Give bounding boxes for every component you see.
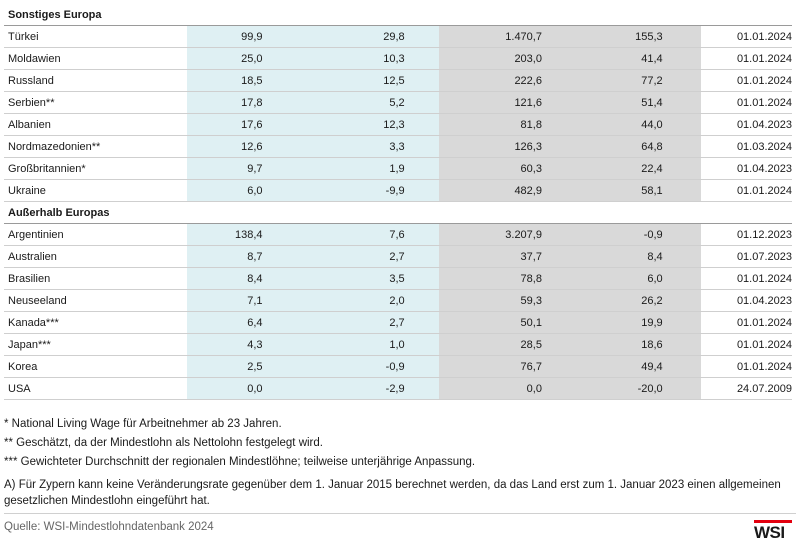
country-cell: Neuseeland (4, 290, 187, 312)
value-cell: 155,3 (548, 26, 701, 48)
value-cell: 8,4 (548, 246, 701, 268)
source-text: Quelle: WSI-Mindestlohndatenbank 2024 (4, 521, 214, 533)
table-row (4, 92, 792, 114)
table-row (4, 290, 792, 312)
date-cell: 01.01.2024 (701, 26, 792, 48)
value-cell: 12,5 (269, 70, 439, 92)
table-row (4, 268, 792, 290)
value-cell: 2,5 (187, 356, 269, 378)
value-cell: 17,6 (187, 114, 269, 136)
value-cell: 1,0 (269, 334, 439, 356)
country-cell: Argentinien (4, 224, 187, 246)
date-cell: 01.12.2023 (701, 224, 792, 246)
footnote-1: * National Living Wage für Arbeitnehmer ab 23 Jahren. (4, 418, 282, 430)
value-cell: 60,3 (439, 158, 548, 180)
table-row (4, 26, 792, 48)
country-cell: Australien (4, 246, 187, 268)
country-cell: Nordmazedonien** (4, 136, 187, 158)
date-cell: 01.04.2023 (701, 158, 792, 180)
section-header (4, 4, 792, 26)
value-cell: 19,9 (548, 312, 701, 334)
date-cell: 01.07.2023 (701, 246, 792, 268)
date-cell: 01.01.2024 (701, 70, 792, 92)
value-cell: 77,2 (548, 70, 701, 92)
value-cell: 9,7 (187, 158, 269, 180)
footnote-a-line1: A) Für Zypern kann keine Veränderungsrate gegenüber dem 1. Januar 2015 berechnet werden, da das Land erst zum 1. Januar 2023 einen allgemeinen (4, 479, 781, 491)
value-cell: 51,4 (548, 92, 701, 114)
table-row (4, 48, 792, 70)
value-cell: 59,3 (439, 290, 548, 312)
country-cell: Kanada*** (4, 312, 187, 334)
value-cell: -20,0 (548, 378, 701, 400)
date-cell: 01.01.2024 (701, 92, 792, 114)
value-cell: 126,3 (439, 136, 548, 158)
value-cell: 12,3 (269, 114, 439, 136)
value-cell: 29,8 (269, 26, 439, 48)
country-cell: Ukraine (4, 180, 187, 202)
value-cell: 6,0 (187, 180, 269, 202)
section-title: Außerhalb Europas (4, 202, 792, 224)
country-cell: USA (4, 378, 187, 400)
minimum-wage-table (4, 4, 792, 400)
value-cell: 58,1 (548, 180, 701, 202)
value-cell: 37,7 (439, 246, 548, 268)
value-cell: 26,2 (548, 290, 701, 312)
value-cell: 5,2 (269, 92, 439, 114)
value-cell: 49,4 (548, 356, 701, 378)
value-cell: 18,6 (548, 334, 701, 356)
country-cell: Japan*** (4, 334, 187, 356)
value-cell: 17,8 (187, 92, 269, 114)
footnote-3: *** Gewichteter Durchschnitt der regionalen Mindestlöhne; teilweise unterjährige Anpassung. (4, 456, 476, 468)
date-cell: 01.01.2024 (701, 312, 792, 334)
value-cell: 3.207,9 (439, 224, 548, 246)
value-cell: 41,4 (548, 48, 701, 70)
table-row (4, 180, 792, 202)
value-cell: 8,7 (187, 246, 269, 268)
value-cell: 50,1 (439, 312, 548, 334)
value-cell: -0,9 (269, 356, 439, 378)
value-cell: 121,6 (439, 92, 548, 114)
country-cell: Serbien** (4, 92, 187, 114)
table-row (4, 246, 792, 268)
date-cell: 01.04.2023 (701, 290, 792, 312)
date-cell: 01.01.2024 (701, 356, 792, 378)
date-cell: 01.01.2024 (701, 180, 792, 202)
country-cell: Großbritannien* (4, 158, 187, 180)
value-cell: 138,4 (187, 224, 269, 246)
table-row (4, 312, 792, 334)
table-row (4, 224, 792, 246)
value-cell: 99,9 (187, 26, 269, 48)
value-cell: 7,6 (269, 224, 439, 246)
country-cell: Türkei (4, 26, 187, 48)
country-cell: Moldawien (4, 48, 187, 70)
value-cell: 22,4 (548, 158, 701, 180)
value-cell: 2,7 (269, 312, 439, 334)
value-cell: 0,0 (439, 378, 548, 400)
value-cell: 6,0 (548, 268, 701, 290)
value-cell: 1.470,7 (439, 26, 548, 48)
country-cell: Brasilien (4, 268, 187, 290)
table-row (4, 136, 792, 158)
value-cell: 8,4 (187, 268, 269, 290)
value-cell: 25,0 (187, 48, 269, 70)
date-cell: 01.01.2024 (701, 334, 792, 356)
table-row (4, 114, 792, 136)
table-row (4, 356, 792, 378)
section-title: Sonstiges Europa (4, 4, 792, 26)
source-divider (4, 513, 796, 514)
value-cell: 12,6 (187, 136, 269, 158)
value-cell: 0,0 (187, 378, 269, 400)
section-header (4, 202, 792, 224)
value-cell: 4,3 (187, 334, 269, 356)
table-row (4, 70, 792, 92)
wsi-logo (754, 520, 792, 542)
value-cell: 78,8 (439, 268, 548, 290)
country-cell: Russland (4, 70, 187, 92)
value-cell: 2,0 (269, 290, 439, 312)
table-row (4, 158, 792, 180)
value-cell: 7,1 (187, 290, 269, 312)
date-cell: 01.03.2024 (701, 136, 792, 158)
value-cell: 28,5 (439, 334, 548, 356)
date-cell: 24.07.2009 (701, 378, 792, 400)
value-cell: -9,9 (269, 180, 439, 202)
table-row (4, 334, 792, 356)
value-cell: -2,9 (269, 378, 439, 400)
date-cell: 01.01.2024 (701, 268, 792, 290)
value-cell: -0,9 (548, 224, 701, 246)
value-cell: 1,9 (269, 158, 439, 180)
value-cell: 6,4 (187, 312, 269, 334)
value-cell: 18,5 (187, 70, 269, 92)
country-cell: Albanien (4, 114, 187, 136)
value-cell: 222,6 (439, 70, 548, 92)
value-cell: 76,7 (439, 356, 548, 378)
value-cell: 203,0 (439, 48, 548, 70)
footnote-2: ** Geschätzt, da der Mindestlohn als Nettolohn festgelegt wird. (4, 437, 323, 449)
table-body (4, 4, 792, 400)
value-cell: 10,3 (269, 48, 439, 70)
value-cell: 2,7 (269, 246, 439, 268)
value-cell: 3,3 (269, 136, 439, 158)
value-cell: 64,8 (548, 136, 701, 158)
value-cell: 81,8 (439, 114, 548, 136)
value-cell: 44,0 (548, 114, 701, 136)
country-cell: Korea (4, 356, 187, 378)
value-cell: 482,9 (439, 180, 548, 202)
date-cell: 01.01.2024 (701, 48, 792, 70)
footnote-a-line2: gesetzlichen Mindestlohn eingeführt hat. (4, 495, 210, 507)
date-cell: 01.04.2023 (701, 114, 792, 136)
logo-text: WSI (754, 523, 785, 542)
value-cell: 3,5 (269, 268, 439, 290)
table-row (4, 378, 792, 400)
